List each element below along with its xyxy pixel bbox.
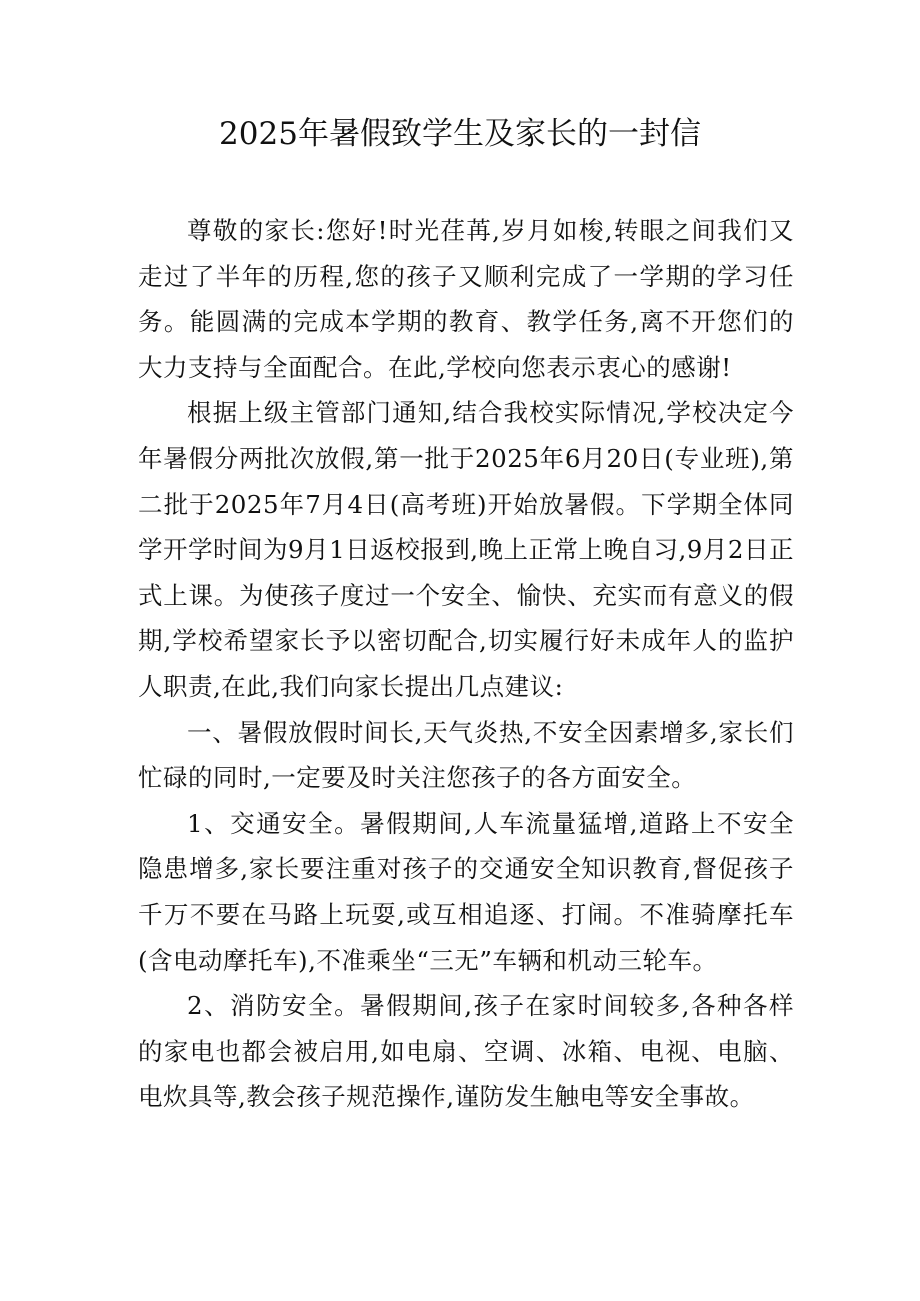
paragraph-safety-intro: 一、暑假放假时间长,天气炎热,不安全因素增多,家长们忙碌的同时,一定要及时关注您孩子的各方面安全。 bbox=[138, 717, 794, 793]
paragraph-fire-safety: 2、消防安全。暑假期间,孩子在家时间较多,各种各样的家电也都会被启用,如电扇、空调、冰箱、电视、电脑、电炊具等,教会孩子规范操作,谨防发生触电等安全事故。 bbox=[138, 991, 794, 1112]
document-body bbox=[138, 208, 794, 1120]
paragraph-greeting: 尊敬的家长:您好!时光荏苒,岁月如梭,转眼之间我们又走过了半年的历程,您的孩子又顺利完成了一学期的学习任务。能圆满的完成本学期的教育、教学任务,离不开您们的大力支持与全面配合。在此,学校向您表示衷心的感谢! bbox=[138, 216, 794, 382]
document-title: 2025年暑假致学生及家长的一封信 bbox=[219, 116, 701, 152]
paragraph-schedule: 根据上级主管部门通知,结合我校实际情况,学校决定今年暑假分两批次放假,第一批于2025年6月20日(专业班),第二批于2025年7月4日(高考班)开始放暑假。下学期全体同学开学时间为9月1日返校报到,晚上正常上晚自习,9月2日正式上课。为使孩子度过一个安全、愉快、充实而有意义的假期,学校希望家长予以密切配合,切实履行好未成年人的监护人职责,在此,我们向家长提出几点建议: bbox=[138, 398, 794, 701]
paragraph-traffic-safety: 1、交通安全。暑假期间,人车流量猛增,道路上不安全隐患增多,家长要注重对孩子的交通安全知识教育,督促孩子千万不要在马路上玩耍,或互相追逐、打闹。不准骑摩托车(含电动摩托车),不准乘坐“三无”车辆和机动三轮车。 bbox=[138, 808, 794, 975]
